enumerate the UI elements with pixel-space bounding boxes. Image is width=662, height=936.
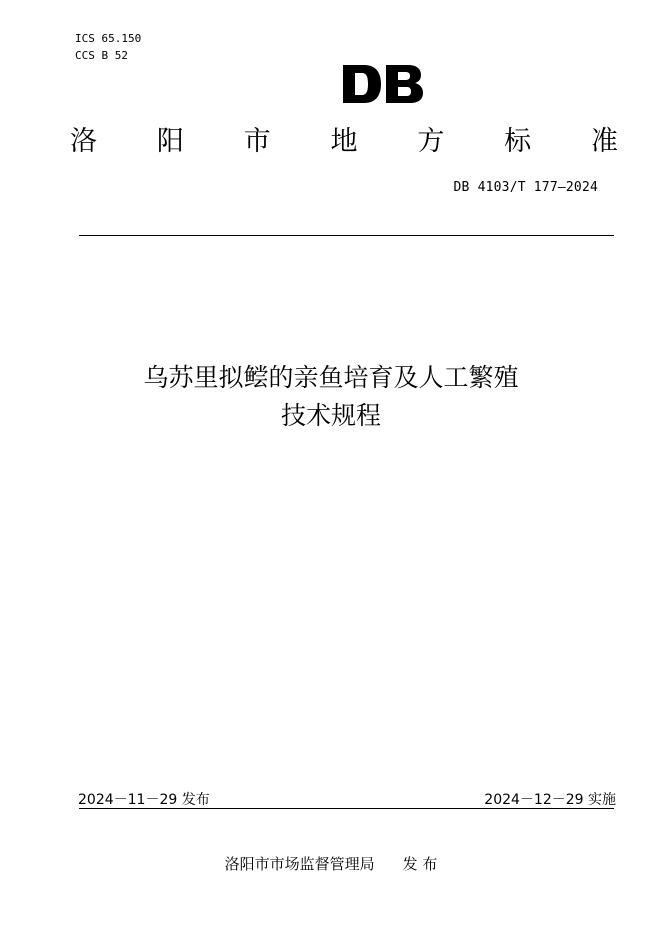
- publish-date: 2024－11－29 发布: [78, 792, 210, 808]
- implement-date: 2024－12－29 实施: [484, 792, 616, 808]
- footer-divider: [79, 808, 614, 809]
- issuer-name: 洛阳市市场监督管理局: [224, 855, 375, 873]
- ccs-code: CCS B 52: [75, 49, 128, 62]
- standard-type-title: [70, 124, 618, 160]
- standard-type-char: 市: [243, 126, 271, 157]
- ics-code: ICS 65.150: [75, 32, 142, 45]
- standard-type-char: 洛: [70, 126, 97, 157]
- issuer: [0, 853, 662, 874]
- document-title-line2: 技术规程: [280, 401, 381, 430]
- standard-type-char: 地: [330, 126, 358, 157]
- standard-number: DB 4103/T 177—2024: [453, 180, 598, 195]
- standard-type-char: 阳: [156, 126, 184, 157]
- standard-type-char: 标: [504, 126, 532, 157]
- standard-type-char: 方: [417, 126, 445, 157]
- standard-type-char: 准: [590, 126, 618, 157]
- document-title-line1: 乌苏里拟鲿的亲鱼培育及人工繁殖: [143, 363, 519, 392]
- db-logo: [340, 62, 426, 106]
- issuer-action: 发 布: [402, 855, 438, 873]
- header-divider: [79, 235, 614, 236]
